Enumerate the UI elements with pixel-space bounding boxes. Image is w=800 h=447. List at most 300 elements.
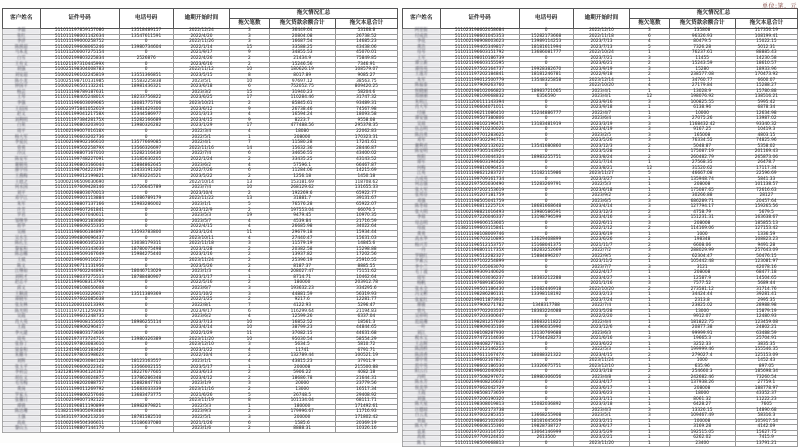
principal-interest-cell: 14504.65 [735,276,797,282]
loan-balance-cell: 199999.46 [669,348,735,354]
customer-name-cell: 张玉平 [3,365,41,371]
phone-cell: 0 [519,194,573,200]
loan-balance-cell: 1168432.42 [669,122,735,128]
arrears-count-cell: 3 [630,67,670,73]
id-number-cell: 511011198505041759 [440,199,519,205]
principal-interest-cell: 66076.5 [335,208,397,214]
customer-name-cell: 江继如 [3,270,41,276]
overdue-start-cell: 2023/6/23 [573,392,629,398]
overdue-start-cell: 2023/5/15 [173,73,229,79]
arrears-count-cell: 12 [630,95,670,101]
overdue-start-cell: 2022/12/10 [573,29,629,35]
id-number-cell: 532128199304124167 [40,371,119,377]
overdue-start-cell: 2023/7/7 [573,265,629,271]
overdue-start-cell: 2022/10/24 [573,51,629,57]
overdue-start-cell: 2023/6/4 [573,117,629,123]
customer-name-cell: 陈志娜 [3,253,41,259]
principal-interest-cell: 10419.3 [735,128,797,134]
principal-interest-cell: 17202.56 [335,253,397,259]
id-number-cell: 511011199602167817 [440,359,519,365]
phone-cell: 0 [119,315,173,321]
arrears-count-cell: 1 [630,293,670,299]
loan-balance-cell: 242682.46 [669,375,735,381]
overdue-start-cell: 2023/9/2 [573,194,629,200]
id-number-cell: 51100119681122571X [440,205,519,211]
table-row [3,427,398,433]
customer-name-cell: 高永华 [403,238,441,244]
principal-interest-cell: 68111.71 [335,399,397,405]
loan-balance-cell: 23825.02 [669,304,735,310]
principal-interest-cell: 31714.76 [735,287,797,293]
arrears-count-cell: 10 [230,320,270,326]
loan-balance-cell: 15632.36 [269,146,335,152]
arrears-count-cell: 9 [230,51,270,57]
customer-name-cell: 罗家玉 [3,393,41,399]
overdue-start-cell: 2022/10/20 [573,84,629,90]
customer-name-cell: 母志明 [403,221,441,227]
loan-balance-cell: 3169.28 [669,425,735,431]
principal-interest-cell: 17117.34 [735,166,797,172]
id-number-cell: 511002199103143636 [40,247,119,253]
overdue-start-cell: 2023/11/19 [173,399,229,405]
arrears-count-cell: 2 [230,57,270,63]
phone-cell: 0 [519,117,573,123]
loan-balance-cell: 135808 [669,29,735,35]
phone-cell: 0 [119,427,173,433]
id-number-cell: 511011198108287930 [440,331,519,337]
customer-name-cell: 陈孔生 [3,242,41,248]
phone-cell: 18046713029 [119,270,173,276]
principal-interest-cell: 9491.28 [735,243,797,249]
phone-cell: 1348317788 [519,304,573,310]
arrears-count-cell: 1 [630,150,670,156]
loan-balance-cell: 208008 [669,183,735,189]
principal-interest-cell: 4803.15 [735,133,797,139]
phone-cell: 15244886777 [519,111,573,117]
principal-interest-cell: 201169.43 [735,150,797,156]
overdue-start-cell: 2022/10/4 [173,354,229,360]
phone-cell: 0 [519,100,573,106]
overdue-start-cell: 2023/6/26 [573,238,629,244]
principal-interest-cell: 170473.92 [735,73,797,79]
phone-cell: 18283252669 [519,249,573,255]
arrears-count-cell: 9 [230,107,270,113]
loan-balance-cell: 62304.47 [669,254,735,260]
principal-interest-cell: 18093.58 [335,113,397,119]
phone-cell: 18233756822 [119,96,173,102]
principal-interest-cell: 73260.54 [735,375,797,381]
phone-cell: 13980734604 [119,45,173,51]
id-number-cell: 511011198108009746 [440,232,519,238]
principal-interest-cell: 50476.15 [735,254,797,260]
principal-interest-cell: 18933.96 [735,67,797,73]
phone-cell: 13980326389 [119,337,173,343]
overdue-start-cell: 2022/7/2 [573,249,629,255]
overdue-start-cell: 2023/2/13 [573,293,629,299]
unit-label: 单位:笔、元 [761,3,797,10]
arrears-count-cell: 3 [630,337,670,343]
arrears-count-cell: 1 [630,89,670,95]
arrears-count-cell: 6 [230,421,270,427]
arrears-count-cell: 2 [630,210,670,216]
loan-balance-cell: 8061.32 [669,397,735,403]
id-number-cell: 511011199509167649 [40,253,119,259]
id-number-cell: 51101119761116747X [440,353,519,359]
arrears-count-cell: 1 [630,315,670,321]
id-number-cell: 511002198821016493 [440,210,519,216]
arrears-count-cell: 1 [630,397,670,403]
id-number-cell: 513022197505030490 [440,183,519,189]
customer-name-cell: 范烧珊 [403,320,441,326]
principal-interest-cell: 7415.9 [735,436,797,442]
loan-balance-cell: 208027.47 [269,270,335,276]
id-number-cell: 511002198103036237 [440,276,519,282]
id-number-cell: 511011198807144170 [40,427,119,433]
customer-name-cell: 朱军 [403,78,441,84]
customer-name-cell: 杨大军 [3,135,41,141]
id-number-cell: 511011198601045353 [440,34,519,40]
principal-interest-cell: 39281.41 [735,293,797,299]
overdue-start-cell: 2023/5/26 [173,264,229,270]
customer-name-cell: 刘强 [403,397,441,403]
loan-balance-cell: 18686.78 [269,376,335,382]
phone-cell: 13593783800 [119,230,173,236]
loan-balance-cell: 6262.02 [669,436,735,442]
arrears-count-cell: 3 [230,343,270,349]
arrears-count-cell: 11 [230,230,270,236]
customer-name-cell: 李花 [403,40,441,46]
overdue-start-cell: 2023/1/24 [173,230,229,236]
overdue-start-cell: 2023/6/22 [573,342,629,348]
customer-name-cell: 陈飞 [403,441,441,447]
loan-balance-cell: 1585.6 [269,421,335,427]
overdue-start-cell: 2023/8/21 [573,166,629,172]
principal-interest-cell: 43438.06 [335,45,397,51]
customer-name-cell: 陈昌勇 [403,133,441,139]
id-number-cell: 511010197662042729 [440,386,519,392]
id-number-cell: 511002198202132622 [440,144,519,150]
id-number-cell: 513431197304213216 [40,416,119,422]
arrears-count-cell: 1 [630,232,670,238]
phone-cell: 13629408899 [519,238,573,244]
loan-balance-cell: 100008 [669,419,735,425]
id-number-cell: 511011199405349817 [440,45,519,51]
principal-interest-cell: 295378.35 [335,124,397,130]
id-number-cell: 511002198908003623 [440,40,519,46]
loan-balance-cell: 12599.26 [269,315,335,321]
loan-balance-cell: 34760.77 [669,78,735,84]
overdue-start-cell: 2023/4/14 [173,326,229,332]
principal-interest-cell: 6791.71 [335,348,397,354]
loan-balance-cell: 26748.5 [269,393,335,399]
customer-name-cell: 陈福泰 [403,84,441,90]
loan-balance-cell: 13028.9 [669,89,735,95]
overdue-start-cell: 2023/11/24 [173,258,229,264]
loan-balance-cell: 30266.88 [669,194,735,200]
overdue-start-cell: 2022/11/12 [173,68,229,74]
phone-cell: 15168041375 [519,243,573,249]
col-header-arrears-group: 拖欠情况汇总 [230,9,398,19]
loan-balance-cell: 5048.87 [669,144,735,150]
id-number-cell: 511011197602244891 [40,270,119,276]
id-number-cell: 51101119738428175X [40,118,119,124]
id-number-cell: 511011196603151792 [440,51,519,57]
principal-interest-cell: 5012.31 [735,45,797,51]
customer-name-cell: 胡强 [3,68,41,74]
customer-name-cell: 朱军 [3,202,41,208]
customer-name-cell: 曾磊 [403,419,441,425]
principal-interest-cell: 22596.69 [735,172,797,178]
phone-cell: 13668255908 [519,414,573,420]
phone-cell: 13551366851 [119,73,173,79]
id-number-cell: 511023196806105233 [40,242,119,248]
overdue-start-cell: 2022/7/26 [173,169,229,175]
loan-balance-cell: 43815.23 [269,359,335,365]
customer-name-cell: 张友林 [3,303,41,309]
overdue-start-cell: 2023/3/27 [573,177,629,183]
principal-interest-cell: 27759.1 [735,381,797,387]
arrears-count-cell: 4 [230,113,270,119]
loan-balance-cell: 19665.3 [669,337,735,343]
principal-interest-cell: 163638.67 [735,216,797,222]
arrears-count-cell: 2 [630,370,670,376]
arrears-count-cell: 2 [630,254,670,260]
phone-cell: 0 [519,139,573,145]
overdue-start-cell: 2023/1/1 [173,359,229,365]
loan-balance-cell: 11284.06 [269,169,335,175]
overdue-start-cell: 2023/11/16 [173,388,229,394]
loan-balance-cell: 33435.25 [269,158,335,164]
customer-name-cell: 陈大平 [403,425,441,431]
overdue-start-cell: 2023/9/19 [573,67,629,73]
customer-name-cell: 肖大英 [3,320,41,326]
overdue-start-cell: 2023/6/21 [573,62,629,68]
principal-interest-cell: 131655.33 [335,186,397,192]
customer-name-cell: 何志强 [403,183,441,189]
loan-balance-cell: 26738.46 [269,107,335,113]
customer-name-cell: 廖学伟 [3,169,41,175]
customer-name-cell: 周英 [3,337,41,343]
principal-interest-cell: 44631.68 [335,331,397,337]
phone-cell: 0 [119,287,173,293]
arrears-count-cell: 3 [230,242,270,248]
id-number-cell: 511021196512282327 [440,254,519,260]
arrears-count-cell: 2 [230,62,270,68]
phone-cell: 13326675751 [519,364,573,370]
principal-interest-cell: 25910.55 [335,258,397,264]
id-number-cell: 511002197709124410 [440,436,519,442]
loan-balance-cell: 12587.9 [669,276,735,282]
principal-interest-cell: 14890.68 [735,408,797,414]
overdue-start-cell: 2023/1/9 [173,382,229,388]
principal-interest-cell: 15627.75 [735,430,797,436]
phone-cell: 13198796599 [519,216,573,222]
loan-balance-cell: 99999.91 [669,331,735,337]
loan-balance-cell: 180000 [269,281,335,287]
arrears-count-cell: 1 [230,135,270,141]
phone-cell: 13989114253 [519,40,573,46]
customer-name-cell: 陈永芳 [403,381,441,387]
id-number-cell: 511011199103044324 [440,155,519,161]
overdue-start-cell: 2023/12/9 [173,208,229,214]
arrears-count-cell: 4 [230,129,270,135]
loan-balance-cell: 151231.31 [669,216,735,222]
overdue-start-cell: 2023/6/17 [573,425,629,431]
arrears-count-cell: 13 [230,180,270,186]
loan-balance-cell: 13937.82 [269,253,335,259]
principal-interest-cell: 8885.55 [335,264,397,270]
customer-name-cell: 陈文 [3,264,41,270]
arrears-count-cell: 4 [630,326,670,332]
principal-interest-cell: 185855.13 [735,221,797,227]
loan-balance-cell: 109467.49 [669,414,735,420]
id-number-cell: 511011198001142634 [40,34,119,40]
id-number-cell: 511023198602058684 [440,29,519,35]
phone-cell: 18681668648 [519,205,573,211]
overdue-start-cell: 2023/5/28 [573,150,629,156]
overdue-start-cell: 2023/1/16 [173,253,229,259]
arrears-count-cell: 1 [630,425,670,431]
overdue-start-cell: 2022/4/1 [173,141,229,147]
principal-interest-cell: 10326.16 [335,427,397,433]
phone-cell: 0 [119,264,173,270]
loan-balance-cell: 15243.59 [669,62,735,68]
loan-balance-cell: 27179.84 [669,84,735,90]
loan-balance-cell: 6138.96 [669,106,735,112]
customer-name-cell: 冯明 [403,375,441,381]
overdue-start-cell: 2023/10/21 [173,101,229,107]
col-header-id-number: 证件号码 [440,9,519,29]
arrears-count-cell: 1 [630,403,670,409]
phone-cell: 0 [119,214,173,220]
customer-name-cell: 一丹 [403,249,441,255]
phone-cell: 0 [519,342,573,348]
table-row [403,441,798,447]
customer-name-cell: 李琼 [403,216,441,222]
principal-interest-cell: 108579.07 [335,68,397,74]
loan-balance-cell: 16852.52 [269,320,335,326]
overdue-start-cell: 2023/9/17 [173,309,229,315]
loan-balance-cell: 116299.64 [269,309,335,315]
customer-name-cell: 黎山玉 [3,427,41,433]
phone-cell: 18983255751 [519,155,573,161]
principal-interest-cell: 5296.47 [335,303,397,309]
phone-cell: 13980586591 [519,210,573,216]
arrears-count-cell: 4 [230,315,270,321]
arrears-count-cell: 3 [630,117,670,123]
customer-name-cell: 白云龙 [403,414,441,420]
arrears-table-left [2,8,398,433]
customer-name-cell: 王有文 [3,62,41,68]
principal-interest-cell: 20369.19 [335,421,397,427]
customer-name-cell: 钟国平 [3,85,41,91]
loan-balance-cell: 208008 [669,386,735,392]
loan-balance-cell: 180000 [269,404,335,410]
arrears-count-cell: 19 [230,214,270,220]
customer-name-cell: 曾凡 [403,309,441,315]
id-number-cell: 511011198286286131 [440,293,519,299]
arrears-count-cell: 4 [230,348,270,354]
overdue-start-cell: 2023/5/28 [573,309,629,315]
id-number-cell: 510021994809096437 [40,236,119,242]
arrears-count-cell: 3 [230,292,270,298]
phone-cell: 13577669085 [119,141,173,147]
loan-balance-cell: 635.96 [669,364,735,370]
phone-cell: 0 [119,135,173,141]
id-number-cell: 511010196811190899 [40,404,119,410]
principal-interest-cell: 75849.85 [335,57,397,63]
overdue-start-cell: 2023/6/2 [173,163,229,169]
id-number-cell: 511011199012199821 [40,174,119,180]
phone-cell: 0 [519,150,573,156]
id-number-cell: 513821199603115841 [440,227,519,233]
customer-name-cell: 李元建 [3,331,41,337]
principal-interest-cell: 15298.88 [335,247,397,253]
arrears-count-cell: 3 [230,40,270,46]
overdue-start-cell: 2023/7/13 [573,40,629,46]
principal-interest-cell: 22062.83 [335,129,397,135]
overdue-start-cell: 2023/10/11 [173,236,229,242]
principal-interest-cell: 58204.6 [335,90,397,96]
principal-interest-cell: 74567.98 [335,107,397,113]
loan-balance-cell: 132789.44 [269,354,335,360]
loan-balance-cell: 477488.56 [269,124,335,130]
arrears-count-cell: 2 [230,410,270,416]
principal-interest-cell: 12480.93 [735,315,797,321]
loan-balance-cell: 114169.06 [669,227,735,233]
id-number-cell: 511002198803070013 [40,191,119,197]
id-number-cell: 511021196803203910 [40,124,119,130]
loan-balance-cell: 29679.18 [269,230,335,236]
phone-cell: 0 [519,370,573,376]
customer-name-cell: 谢利君 [403,144,441,150]
loan-balance-cell: 80479.5 [669,40,735,46]
arrears-count-cell: 3 [630,100,670,106]
id-number-cell: 511002196211086410 [440,111,519,117]
col-header-overdue-start: 逾期开始时间 [173,9,229,29]
phone-cell: 0 [519,128,573,134]
col-header-arrears-count: 拖欠笔数 [230,19,270,29]
principal-interest-cell: 5995.42 [735,100,797,106]
overdue-start-cell: 2023/6/17 [573,386,629,392]
arrears-count-cell: 2 [230,191,270,197]
loan-balance-cell: 288029.99 [669,249,735,255]
phone-cell: 0 [119,326,173,332]
loan-balance-cell: 208008 [669,221,735,227]
arrears-count-cell: 3 [230,287,270,293]
loan-balance-cell: 4122.93 [269,303,335,309]
phone-cell: 0 [519,260,573,266]
phone-cell: 0 [519,298,573,304]
phone-cell: 0 [119,68,173,74]
principal-interest-cell: 1336.59 [735,232,797,238]
customer-name-cell: 张红 [3,34,41,40]
overdue-start-cell: 2022/4/7 [573,111,629,117]
arrears-count-cell: 10 [230,337,270,343]
phone-cell: 13038179311 [119,242,173,248]
loan-balance-cell: 97697.12 [269,79,335,85]
overdue-start-cell: 2022/1/29 [173,331,229,337]
arrears-count-cell: 2 [230,354,270,360]
phone-cell: 13511389369 [119,292,173,298]
col-header-arrears-count: 拖欠笔数 [630,19,670,29]
loan-balance-cell: 198348 [669,238,735,244]
phone-cell: 0 [119,208,173,214]
overdue-start-cell: 2023/12/3 [573,210,629,216]
customer-name-cell: 马本龙 [3,51,41,57]
loan-balance-cell: 6608.06 [669,243,735,249]
phone-cell: 0 [519,133,573,139]
